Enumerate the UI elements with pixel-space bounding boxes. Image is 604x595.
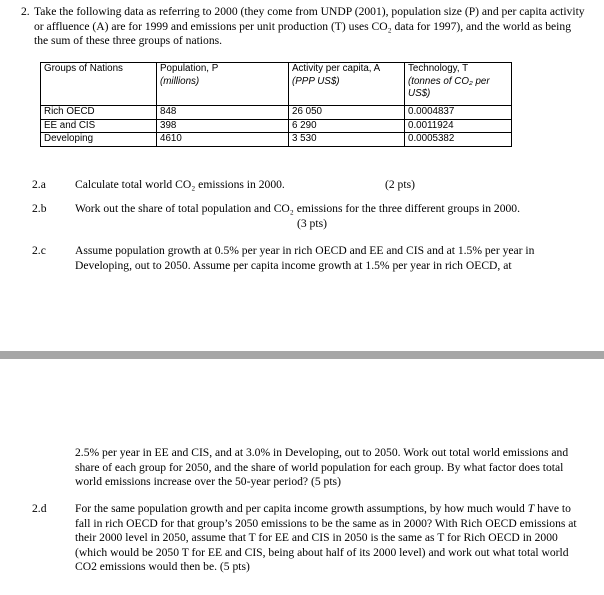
cell-activity: 26 050 (289, 106, 405, 120)
page-break-divider (0, 351, 604, 359)
question-number: 2. (21, 5, 30, 18)
part-a-points: (2 pts) (385, 178, 415, 191)
part-c-text-bottom: 2.5% per year in EE and CIS, and at 3.0% in Developing, out to 2050. Work out total world emissions and share of each group for 2050, and the share of world population for each group. By what factor does total world emissions increase over the 50-year period? (5 pts) (75, 446, 569, 489)
cell-activity: 6 290 (289, 119, 405, 133)
part-d-text-t: T (527, 502, 535, 515)
part-a-label: 2.a (32, 178, 46, 191)
part-c-label: 2.c (32, 244, 46, 257)
header-population (157, 63, 289, 106)
part-a-text (75, 178, 585, 193)
part-d-label: 2.d (32, 502, 47, 515)
table-row (41, 106, 512, 120)
table-row (41, 119, 512, 133)
header-technology-unit: (tonnes of CO₂ per US$) (408, 75, 490, 99)
cell-group: Developing (41, 133, 157, 147)
header-activity (289, 63, 405, 106)
table-header-row (41, 63, 512, 106)
header-groups: Groups of Nations (41, 63, 157, 106)
part-d-text-start: For the same population growth and per capita income growth assumptions, by how much would (75, 502, 528, 515)
part-c-text-top: Assume population growth at 0.5% per year in rich OECD and EE and CIS and at 1.5% per year in Developing, out to 2050. Assume per capita income growth at 1.5% per year in rich OECD, at (75, 244, 535, 272)
header-technology (405, 63, 512, 106)
header-population-unit: (millions) (160, 75, 200, 87)
cell-group: Rich OECD (41, 106, 157, 120)
part-b-points: (3 pts) (297, 217, 327, 230)
cell-technology: 0.0004837 (405, 106, 512, 120)
cell-population: 848 (157, 106, 289, 120)
cell-group: EE and CIS (41, 119, 157, 133)
cell-technology: 0.0011924 (405, 119, 512, 133)
data-table (40, 62, 512, 147)
part-a-question: Calculate total world CO₂ emissions in 2000. (75, 178, 285, 191)
cell-technology: 0.0005382 (405, 133, 512, 147)
part-b-label: 2.b (32, 202, 47, 215)
header-activity-title: Activity per capita, A (292, 63, 381, 74)
cell-activity: 3 530 (289, 133, 405, 147)
part-d-text-rest: have to fall in rich OECD for that group’s 2050 emissions to be the same as in 2000? With Rich OECD emissions at their 2000 level in 2050, assume that T for EE and CIS in 2050 is the same as T for Rich OECD in 2000 (which would be 2050 T for EE and CIS, being about half of its 2000 level) and work out what total world CO2 emissions would then be. (5 pts) (75, 502, 577, 574)
table-row (41, 133, 512, 147)
question-intro: Take the following data as referring to 2000 (they come from UNDP (2001), population size (P) and per capita activity or affluence (A) are for 1999 and emissions per unit production (T) uses CO₂ data for 1997), and the world as being the sum of these three groups of nations. (34, 5, 585, 48)
part-d-text (75, 502, 585, 575)
part-b-text: Work out the share of total population and CO₂ emissions for the three different groups in 2000. (75, 202, 520, 215)
header-technology-title: Technology, T (408, 63, 469, 74)
header-activity-unit: (PPP US$) (292, 75, 340, 87)
cell-population: 398 (157, 119, 289, 133)
cell-population: 4610 (157, 133, 289, 147)
header-population-title: Population, P (160, 63, 219, 74)
